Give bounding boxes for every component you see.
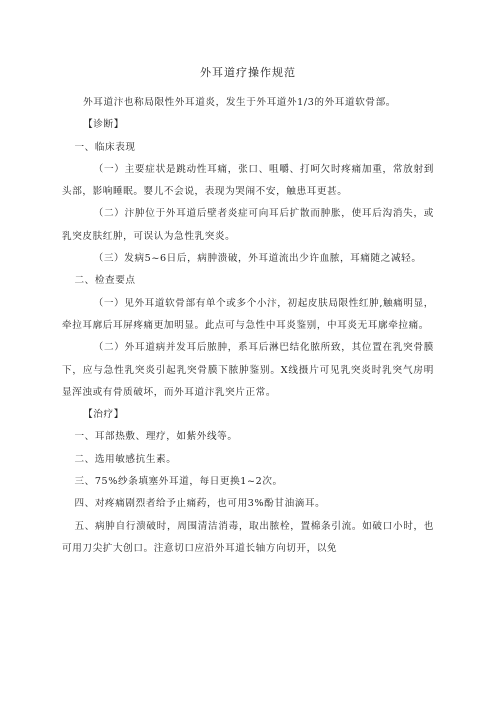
paragraph: 【治疗】 — [83, 409, 124, 421]
paragraph: 三、75%纱条填塞外耳道，每日更换1~2次。 — [74, 476, 283, 488]
document-body — [62, 92, 434, 560]
paragraph: 二、选用敏感抗生素。 — [74, 453, 177, 465]
paragraph: 一、临床表现 — [74, 141, 136, 153]
document-title: 外耳道疗操作规范 — [200, 66, 296, 79]
paragraph: 五、病肿自行溃破时，周围清洁消毒，取出脓栓，置棉条引流。如破口小时，也可用刀尖扩大创口。注意切口应沿外耳道长轴方向切开，以免 — [62, 520, 434, 554]
paragraph: （二）外耳道病并发耳后脓肿，系耳后淋巴结化脓所致，其位置在乳突骨膜下，应与急性乳突炎引起乳突骨膜下脓肿鉴别。X线摄片可见乳突炎时乳突气房明显浑浊或有骨质破坏，而外耳道汴乳突片正常。 — [62, 342, 434, 398]
paragraph: 二、检查要点 — [74, 275, 136, 287]
paragraph: 【诊断】 — [83, 119, 124, 131]
paragraph: 外耳道汴也称局限性外耳道炎，发生于外耳道外1/3的外耳道软骨部。 — [83, 97, 396, 108]
paragraph: 四、对疼痛剧烈者给予止痛药，也可用3%酚甘油滴耳。 — [74, 498, 326, 510]
paragraph: （一）主要症状是跳动性耳痛，张口、咀嚼、打呵欠时疼痛加重，常放射到头部，影响睡眠。婴儿不会说，表现为哭闹不安，触患耳更甚。 — [62, 163, 434, 198]
paragraph: （一）见外耳道软骨部有单个或多个小汴，初起皮肤局限性红肿,触痛明显，牵拉耳廓后耳屏疼痛更加明显。此点可与急性中耳炎鉴别，中耳炎无耳廓牵拉痛。 — [62, 297, 434, 331]
paragraph: （二）汴肿位于外耳道后壁者炎症可向耳后扩散而肿胀，使耳后沟消失，或乳突皮肤红肿，可误认为急性乳突炎。 — [62, 208, 434, 242]
paragraph: 一、耳部热敷、理疗，如紫外线等。 — [74, 431, 238, 443]
paragraph: （三）发病5~6日后，病肿溃破，外耳道流出少许血脓，耳痛随之减轻。 — [93, 253, 422, 265]
